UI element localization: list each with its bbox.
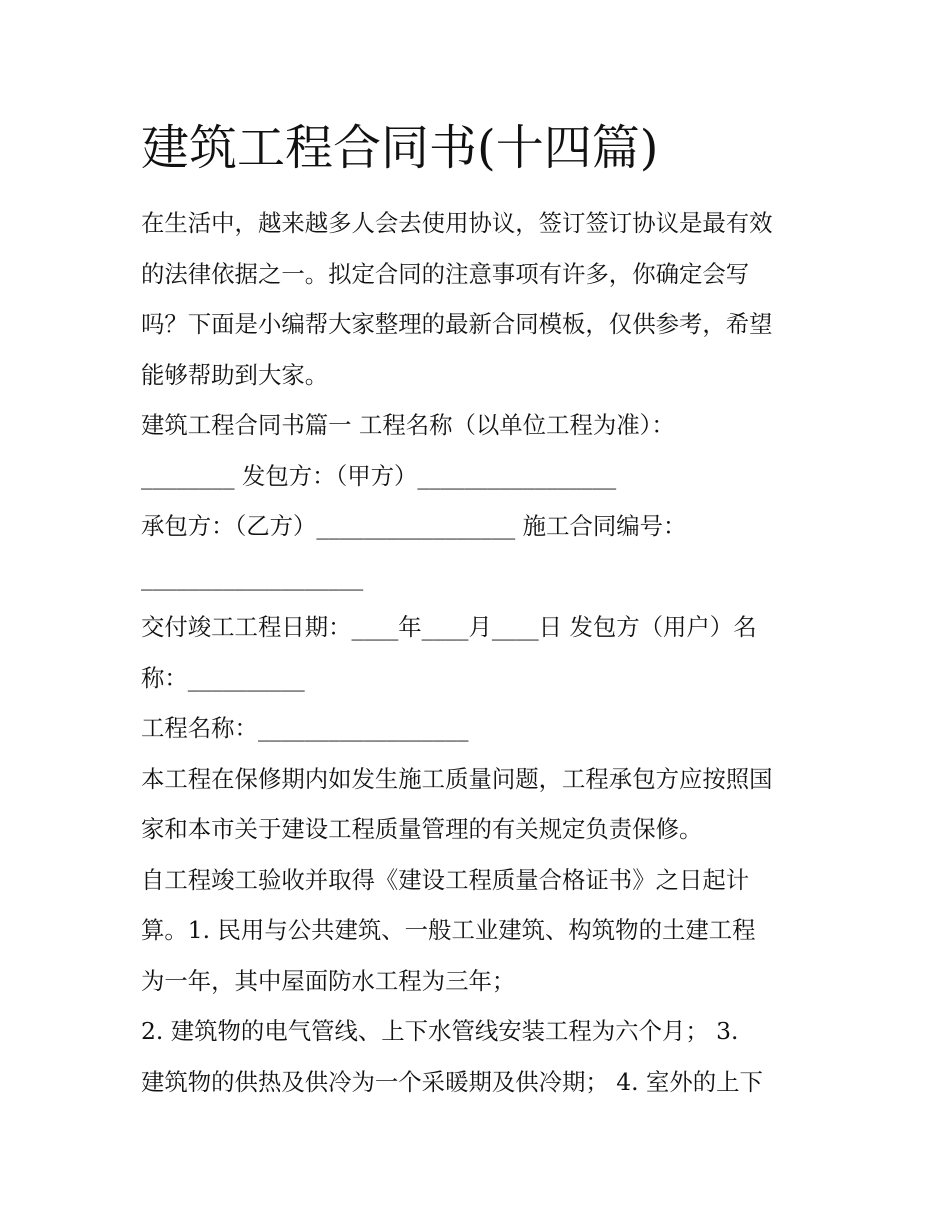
- document-body: [141, 198, 821, 1107]
- text-line: 自工程竣工验收并取得《建设工程质量合格证书》之日起计: [141, 865, 750, 894]
- text-line: 的法律依据之一。拟定合同的注意事项有许多，你确定会写: [141, 259, 750, 288]
- text-line: 家和本市关于建设工程质量管理的有关规定负责保修。: [141, 815, 703, 843]
- text-line: ___________________: [141, 562, 364, 591]
- text-line: 在生活中，越来越多人会去使用协议，签订签订协议是最有效: [141, 209, 773, 237]
- text-line: 吗？下面是小编帮大家整理的最新合同模板，仅供参考，希望: [141, 310, 773, 338]
- text-line: 建筑物的供热及供冷为一个采暖期及供冷期； 4. 室外的上下: [141, 1067, 763, 1096]
- text-line: 称：__________: [141, 663, 305, 692]
- document-title: 建筑工程合同书(十四篇): [141, 120, 659, 176]
- text-line: 能够帮助到大家。: [141, 360, 329, 389]
- text-line: 建筑工程合同书篇一 工程名称（以单位工程为准）：: [141, 411, 675, 439]
- text-line: 承包方：（乙方）_________________ 施工合同编号：: [141, 512, 687, 540]
- text-line: 交付竣工工程日期：____年____月____日 发包方（用户）名: [141, 613, 757, 641]
- text-line: 算。1. 民用与公共建筑、一般工业建筑、构筑物的土建工程: [141, 916, 756, 944]
- text-line: 为一年，其中屋面防水工程为三年；: [141, 966, 516, 995]
- text-line: 工程名称：__________________: [141, 714, 469, 742]
- text-line: 2. 建筑物的电气管线、上下水管线安装工程为六个月； 3.: [141, 1017, 739, 1045]
- text-line: ________ 发包方：（甲方）_________________: [141, 461, 617, 490]
- text-line: 本工程在保修期内如发生施工质量问题，工程承包方应按照国: [141, 764, 773, 793]
